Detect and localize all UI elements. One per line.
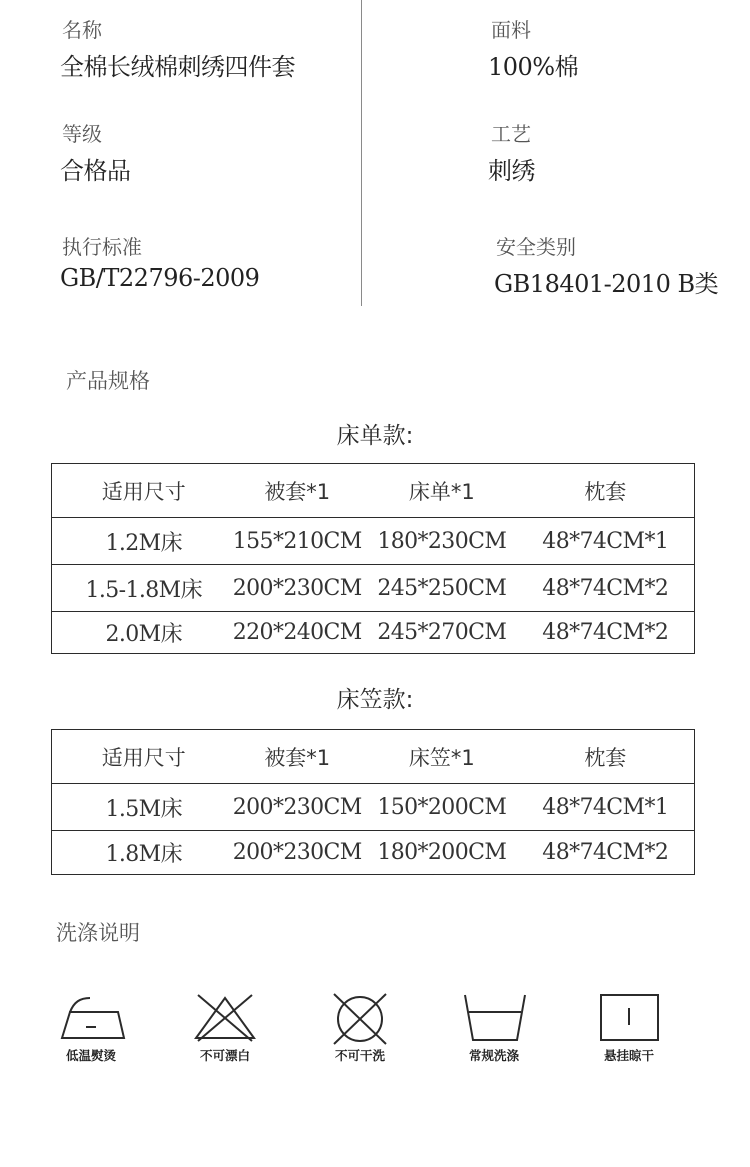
wash-label: 不可干洗 (334, 1048, 385, 1063)
name-label: 名称 (62, 18, 102, 42)
cell-pillowcase: 48*74CM*2 (542, 620, 669, 645)
craft-value: 刺绣 (488, 157, 535, 185)
grade-label: 等级 (62, 122, 102, 146)
craft-label: 工艺 (491, 122, 531, 146)
fitted-sheet-title: 床笠款: (336, 687, 414, 713)
cell-fitted-sheet: 150*200CM (377, 794, 507, 820)
table-row (52, 564, 694, 611)
fitted-sheet-table (51, 729, 695, 875)
cell-size: 1.8M床 (105, 842, 182, 867)
cell-sheet: 245*270CM (377, 620, 507, 645)
cell-pillowcase: 48*74CM*2 (542, 840, 669, 865)
cell-sheet: 180*230CM (377, 528, 507, 554)
table-header-row (52, 730, 694, 783)
cell-pillowcase: 48*74CM*2 (542, 575, 669, 601)
table-row (52, 517, 694, 564)
header-duvet: 被套*1 (264, 479, 331, 504)
header-size: 适用尺寸 (101, 745, 186, 770)
flat-sheet-title: 床单款: (336, 423, 414, 449)
header-sheet: 床单*1 (408, 479, 475, 504)
wash-label: 低温熨烫 (65, 1048, 116, 1063)
cell-sheet: 245*250CM (377, 575, 507, 601)
cell-size: 1.5-1.8M床 (85, 577, 202, 603)
vertical-divider (361, 0, 362, 306)
header-duvet: 被套*1 (264, 745, 331, 770)
grade-value: 合格品 (60, 157, 131, 185)
safety-label: 安全类别 (496, 235, 576, 259)
cell-duvet: 200*230CM (232, 575, 362, 601)
header-fitted-sheet: 床笠*1 (408, 745, 475, 770)
wash-section-title: 洗涤说明 (56, 921, 140, 945)
wash-label: 常规洗涤 (468, 1048, 519, 1063)
wash-label: 悬挂晾干 (603, 1048, 654, 1063)
cell-duvet: 220*240CM (232, 620, 362, 645)
standard-value: GB/T22796-2009 (60, 264, 260, 292)
name-value: 全棉长绒棉刺绣四件套 (60, 53, 295, 81)
cell-pillowcase: 48*74CM*1 (542, 794, 669, 820)
cell-duvet: 200*230CM (232, 840, 362, 865)
header-pillowcase: 枕套 (584, 479, 627, 504)
spec-section-title: 产品规格 (66, 369, 150, 393)
cell-pillowcase: 48*74CM*1 (542, 528, 669, 554)
table-row (52, 830, 694, 874)
standard-label: 执行标准 (62, 235, 142, 259)
header-size: 适用尺寸 (101, 479, 186, 504)
table-row (52, 611, 694, 653)
table-row (52, 783, 694, 830)
cell-size: 2.0M床 (105, 622, 182, 647)
cell-duvet: 200*230CM (232, 794, 362, 820)
cell-duvet: 155*210CM (232, 528, 362, 554)
flat-sheet-table (51, 463, 695, 654)
cell-size: 1.2M床 (105, 530, 182, 556)
safety-value: GB18401-2010 B类 (494, 270, 719, 298)
header-pillowcase: 枕套 (584, 745, 627, 770)
fabric-label: 面料 (491, 18, 531, 42)
table-header-row (52, 464, 694, 517)
cell-size: 1.5M床 (105, 796, 182, 822)
fabric-value: 100%棉 (488, 53, 579, 81)
wash-label: 不可漂白 (199, 1048, 250, 1063)
cell-fitted-sheet: 180*200CM (377, 840, 507, 865)
